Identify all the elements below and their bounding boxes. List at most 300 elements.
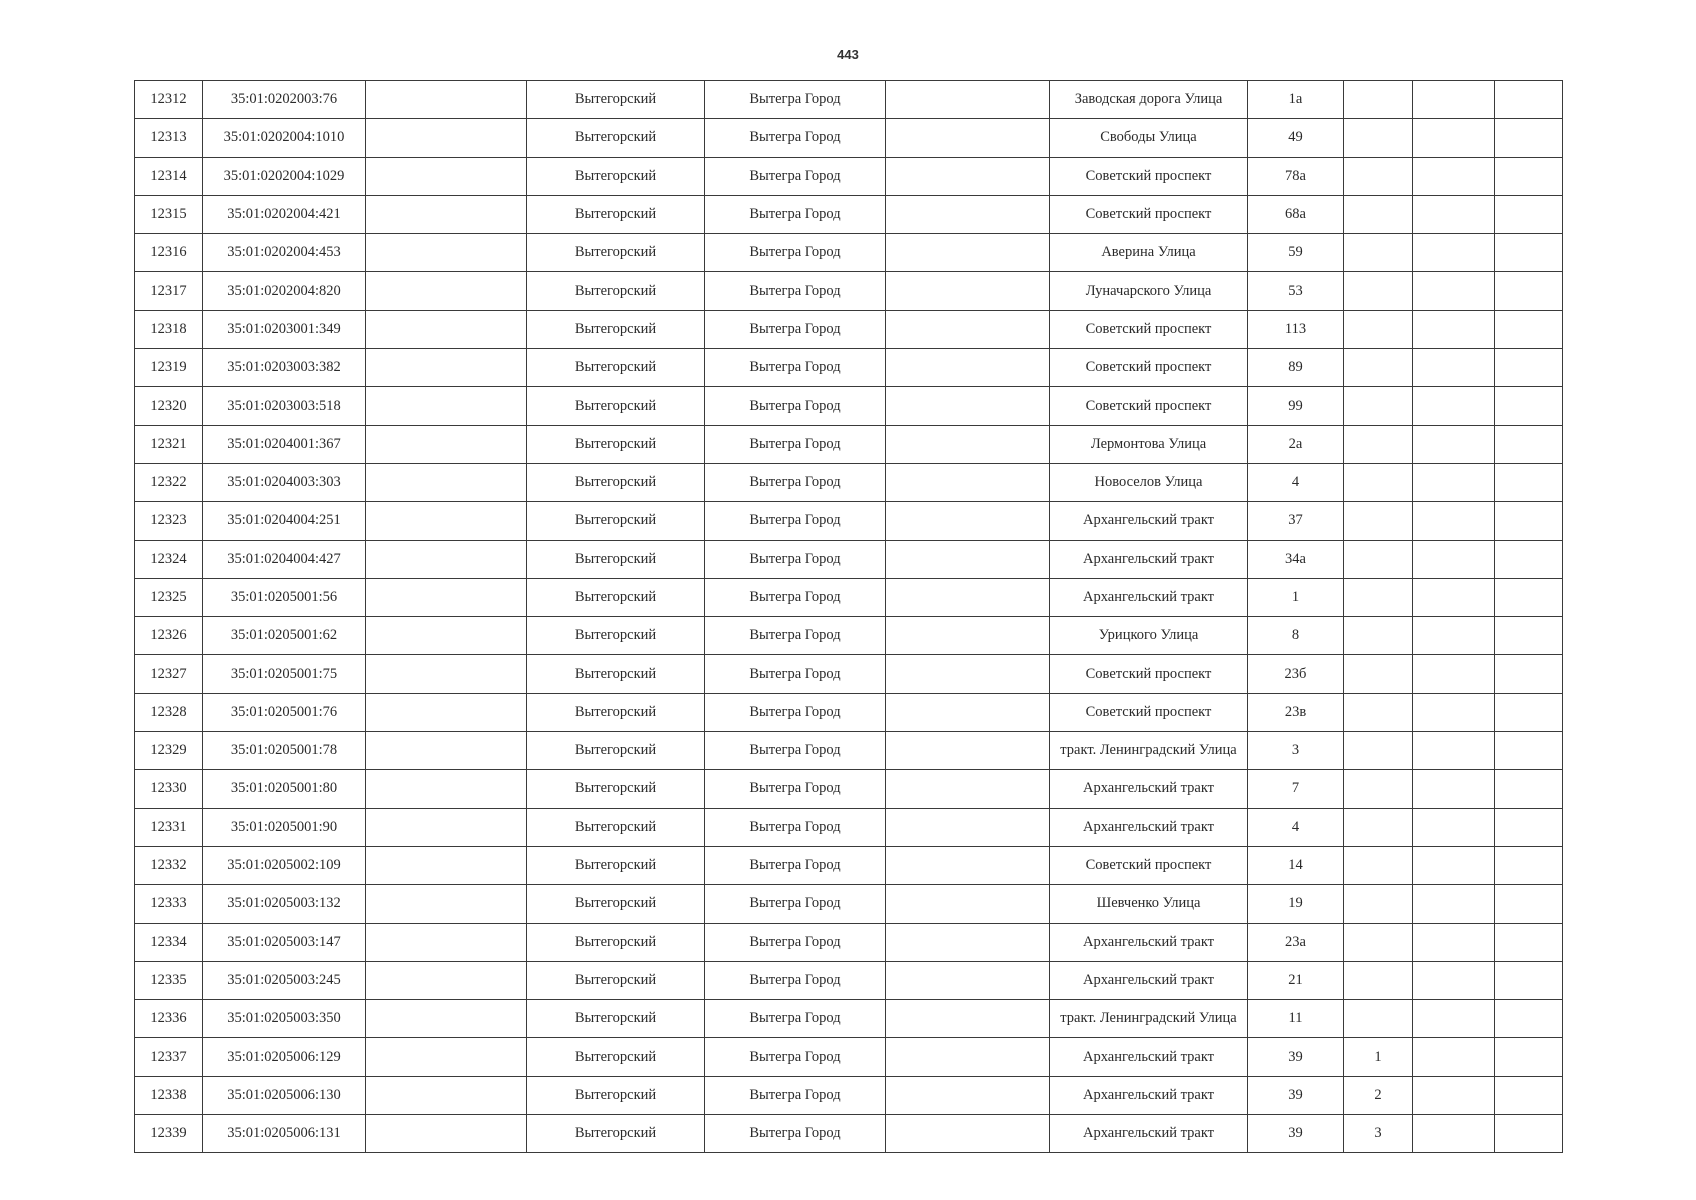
cadastral-number-cell: 35:01:0204001:367 xyxy=(203,425,366,463)
table-row xyxy=(135,119,1563,157)
district-cell: Вытегорский xyxy=(527,502,705,540)
house-number-cell: 1 xyxy=(1248,578,1344,616)
apartment-cell xyxy=(1344,234,1413,272)
apartment-cell xyxy=(1344,846,1413,884)
record-number-cell: 12327 xyxy=(135,655,203,693)
blank-cell-c xyxy=(1413,81,1495,119)
house-number-cell: 89 xyxy=(1248,349,1344,387)
district-cell: Вытегорский xyxy=(527,770,705,808)
district-cell: Вытегорский xyxy=(527,195,705,233)
table-row xyxy=(135,387,1563,425)
table-row xyxy=(135,655,1563,693)
record-number-cell: 12322 xyxy=(135,463,203,501)
record-number-cell: 12319 xyxy=(135,349,203,387)
blank-cell-a xyxy=(366,655,527,693)
record-number-cell: 12313 xyxy=(135,119,203,157)
blank-cell-b xyxy=(886,502,1050,540)
district-cell: Вытегорский xyxy=(527,885,705,923)
blank-cell-c xyxy=(1413,463,1495,501)
apartment-cell xyxy=(1344,349,1413,387)
cadastral-number-cell: 35:01:0205001:75 xyxy=(203,655,366,693)
blank-cell-d xyxy=(1495,81,1563,119)
blank-cell-d xyxy=(1495,961,1563,999)
house-number-cell: 8 xyxy=(1248,617,1344,655)
blank-cell-a xyxy=(366,234,527,272)
blank-cell-a xyxy=(366,349,527,387)
blank-cell-b xyxy=(886,540,1050,578)
house-number-cell: 113 xyxy=(1248,310,1344,348)
blank-cell-b xyxy=(886,463,1050,501)
blank-cell-c xyxy=(1413,425,1495,463)
cadastral-number-cell: 35:01:0205001:90 xyxy=(203,808,366,846)
district-cell: Вытегорский xyxy=(527,578,705,616)
cadastral-number-cell: 35:01:0204004:427 xyxy=(203,540,366,578)
house-number-cell: 39 xyxy=(1248,1038,1344,1076)
cadastral-number-cell: 35:01:0205003:245 xyxy=(203,961,366,999)
table-row xyxy=(135,157,1563,195)
blank-cell-a xyxy=(366,732,527,770)
blank-cell-d xyxy=(1495,387,1563,425)
street-cell: Архангельский тракт xyxy=(1050,808,1248,846)
table-row xyxy=(135,310,1563,348)
settlement-cell: Вытегра Город xyxy=(705,234,886,272)
district-cell: Вытегорский xyxy=(527,1115,705,1153)
record-number-cell: 12320 xyxy=(135,387,203,425)
blank-cell-d xyxy=(1495,157,1563,195)
street-cell: Шевченко Улица xyxy=(1050,885,1248,923)
street-cell: Архангельский тракт xyxy=(1050,502,1248,540)
cadastral-number-cell: 35:01:0202004:1029 xyxy=(203,157,366,195)
table-row xyxy=(135,808,1563,846)
blank-cell-d xyxy=(1495,885,1563,923)
district-cell: Вытегорский xyxy=(527,425,705,463)
settlement-cell: Вытегра Город xyxy=(705,119,886,157)
blank-cell-a xyxy=(366,808,527,846)
apartment-cell: 1 xyxy=(1344,1038,1413,1076)
street-cell: Лермонтова Улица xyxy=(1050,425,1248,463)
street-cell: Советский проспект xyxy=(1050,846,1248,884)
blank-cell-a xyxy=(366,272,527,310)
blank-cell-b xyxy=(886,770,1050,808)
blank-cell-c xyxy=(1413,540,1495,578)
blank-cell-c xyxy=(1413,1000,1495,1038)
table-row xyxy=(135,578,1563,616)
street-cell: Советский проспект xyxy=(1050,310,1248,348)
house-number-cell: 2а xyxy=(1248,425,1344,463)
blank-cell-d xyxy=(1495,425,1563,463)
blank-cell-a xyxy=(366,617,527,655)
cadastral-number-cell: 35:01:0205003:350 xyxy=(203,1000,366,1038)
register-table xyxy=(134,80,1563,1153)
apartment-cell xyxy=(1344,119,1413,157)
blank-cell-a xyxy=(366,693,527,731)
house-number-cell: 11 xyxy=(1248,1000,1344,1038)
street-cell: Архангельский тракт xyxy=(1050,923,1248,961)
record-number-cell: 12334 xyxy=(135,923,203,961)
blank-cell-c xyxy=(1413,195,1495,233)
blank-cell-c xyxy=(1413,617,1495,655)
blank-cell-d xyxy=(1495,1038,1563,1076)
district-cell: Вытегорский xyxy=(527,157,705,195)
house-number-cell: 14 xyxy=(1248,846,1344,884)
cadastral-number-cell: 35:01:0205001:80 xyxy=(203,770,366,808)
district-cell: Вытегорский xyxy=(527,540,705,578)
street-cell: Советский проспект xyxy=(1050,693,1248,731)
table-row xyxy=(135,425,1563,463)
blank-cell-a xyxy=(366,81,527,119)
blank-cell-a xyxy=(366,502,527,540)
apartment-cell xyxy=(1344,387,1413,425)
street-cell: Советский проспект xyxy=(1050,157,1248,195)
settlement-cell: Вытегра Город xyxy=(705,1115,886,1153)
table-row xyxy=(135,617,1563,655)
settlement-cell: Вытегра Город xyxy=(705,349,886,387)
blank-cell-d xyxy=(1495,502,1563,540)
record-number-cell: 12325 xyxy=(135,578,203,616)
record-number-cell: 12337 xyxy=(135,1038,203,1076)
blank-cell-a xyxy=(366,463,527,501)
record-number-cell: 12326 xyxy=(135,617,203,655)
apartment-cell xyxy=(1344,578,1413,616)
blank-cell-c xyxy=(1413,119,1495,157)
apartment-cell xyxy=(1344,1000,1413,1038)
blank-cell-c xyxy=(1413,1115,1495,1153)
apartment-cell xyxy=(1344,540,1413,578)
house-number-cell: 53 xyxy=(1248,272,1344,310)
settlement-cell: Вытегра Город xyxy=(705,1000,886,1038)
settlement-cell: Вытегра Город xyxy=(705,502,886,540)
blank-cell-c xyxy=(1413,846,1495,884)
house-number-cell: 49 xyxy=(1248,119,1344,157)
record-number-cell: 12338 xyxy=(135,1076,203,1114)
blank-cell-b xyxy=(886,234,1050,272)
apartment-cell xyxy=(1344,157,1413,195)
table-row xyxy=(135,846,1563,884)
apartment-cell xyxy=(1344,808,1413,846)
street-cell: Архангельский тракт xyxy=(1050,1115,1248,1153)
record-number-cell: 12324 xyxy=(135,540,203,578)
cadastral-number-cell: 35:01:0203001:349 xyxy=(203,310,366,348)
table-row xyxy=(135,1038,1563,1076)
street-cell: Архангельский тракт xyxy=(1050,1038,1248,1076)
district-cell: Вытегорский xyxy=(527,234,705,272)
settlement-cell: Вытегра Город xyxy=(705,195,886,233)
house-number-cell: 39 xyxy=(1248,1076,1344,1114)
record-number-cell: 12331 xyxy=(135,808,203,846)
blank-cell-d xyxy=(1495,808,1563,846)
district-cell: Вытегорский xyxy=(527,846,705,884)
settlement-cell: Вытегра Город xyxy=(705,425,886,463)
cadastral-number-cell: 35:01:0202004:421 xyxy=(203,195,366,233)
house-number-cell: 37 xyxy=(1248,502,1344,540)
house-number-cell: 4 xyxy=(1248,463,1344,501)
blank-cell-b xyxy=(886,808,1050,846)
apartment-cell xyxy=(1344,502,1413,540)
settlement-cell: Вытегра Город xyxy=(705,463,886,501)
settlement-cell: Вытегра Город xyxy=(705,693,886,731)
apartment-cell xyxy=(1344,425,1413,463)
blank-cell-a xyxy=(366,1000,527,1038)
cadastral-number-cell: 35:01:0204004:251 xyxy=(203,502,366,540)
cadastral-number-cell: 35:01:0202004:820 xyxy=(203,272,366,310)
blank-cell-b xyxy=(886,119,1050,157)
blank-cell-c xyxy=(1413,961,1495,999)
apartment-cell xyxy=(1344,272,1413,310)
table-row xyxy=(135,961,1563,999)
cadastral-number-cell: 35:01:0204003:303 xyxy=(203,463,366,501)
blank-cell-a xyxy=(366,846,527,884)
blank-cell-a xyxy=(366,387,527,425)
table-row xyxy=(135,770,1563,808)
blank-cell-c xyxy=(1413,770,1495,808)
house-number-cell: 78а xyxy=(1248,157,1344,195)
blank-cell-b xyxy=(886,195,1050,233)
apartment-cell xyxy=(1344,961,1413,999)
record-number-cell: 12336 xyxy=(135,1000,203,1038)
record-number-cell: 12323 xyxy=(135,502,203,540)
table-row xyxy=(135,272,1563,310)
settlement-cell: Вытегра Город xyxy=(705,387,886,425)
cadastral-number-cell: 35:01:0205003:132 xyxy=(203,885,366,923)
blank-cell-b xyxy=(886,310,1050,348)
blank-cell-c xyxy=(1413,923,1495,961)
settlement-cell: Вытегра Город xyxy=(705,885,886,923)
blank-cell-b xyxy=(886,81,1050,119)
street-cell: Советский проспект xyxy=(1050,387,1248,425)
street-cell: Советский проспект xyxy=(1050,349,1248,387)
record-number-cell: 12332 xyxy=(135,846,203,884)
table-row xyxy=(135,923,1563,961)
blank-cell-d xyxy=(1495,578,1563,616)
blank-cell-a xyxy=(366,1076,527,1114)
settlement-cell: Вытегра Город xyxy=(705,578,886,616)
district-cell: Вытегорский xyxy=(527,732,705,770)
street-cell: Советский проспект xyxy=(1050,655,1248,693)
cadastral-number-cell: 35:01:0205001:78 xyxy=(203,732,366,770)
record-number-cell: 12316 xyxy=(135,234,203,272)
street-cell: Аверина Улица xyxy=(1050,234,1248,272)
cadastral-number-cell: 35:01:0205006:129 xyxy=(203,1038,366,1076)
record-number-cell: 12318 xyxy=(135,310,203,348)
district-cell: Вытегорский xyxy=(527,81,705,119)
blank-cell-b xyxy=(886,349,1050,387)
house-number-cell: 3 xyxy=(1248,732,1344,770)
table-row xyxy=(135,463,1563,501)
blank-cell-d xyxy=(1495,119,1563,157)
blank-cell-b xyxy=(886,1000,1050,1038)
apartment-cell: 2 xyxy=(1344,1076,1413,1114)
record-number-cell: 12317 xyxy=(135,272,203,310)
cadastral-number-cell: 35:01:0205001:62 xyxy=(203,617,366,655)
blank-cell-a xyxy=(366,540,527,578)
house-number-cell: 19 xyxy=(1248,885,1344,923)
district-cell: Вытегорский xyxy=(527,655,705,693)
blank-cell-a xyxy=(366,578,527,616)
blank-cell-d xyxy=(1495,540,1563,578)
blank-cell-c xyxy=(1413,157,1495,195)
blank-cell-c xyxy=(1413,655,1495,693)
blank-cell-d xyxy=(1495,272,1563,310)
district-cell: Вытегорский xyxy=(527,349,705,387)
blank-cell-d xyxy=(1495,1115,1563,1153)
settlement-cell: Вытегра Город xyxy=(705,310,886,348)
cadastral-number-cell: 35:01:0202004:1010 xyxy=(203,119,366,157)
blank-cell-d xyxy=(1495,463,1563,501)
blank-cell-c xyxy=(1413,502,1495,540)
blank-cell-b xyxy=(886,272,1050,310)
blank-cell-b xyxy=(886,387,1050,425)
settlement-cell: Вытегра Город xyxy=(705,1076,886,1114)
apartment-cell xyxy=(1344,732,1413,770)
blank-cell-b xyxy=(886,1115,1050,1153)
blank-cell-c xyxy=(1413,387,1495,425)
street-cell: Заводская дорога Улица xyxy=(1050,81,1248,119)
settlement-cell: Вытегра Город xyxy=(705,770,886,808)
apartment-cell xyxy=(1344,770,1413,808)
street-cell: Луначарского Улица xyxy=(1050,272,1248,310)
house-number-cell: 99 xyxy=(1248,387,1344,425)
house-number-cell: 23в xyxy=(1248,693,1344,731)
blank-cell-b xyxy=(886,732,1050,770)
table-row xyxy=(135,502,1563,540)
cadastral-number-cell: 35:01:0205002:109 xyxy=(203,846,366,884)
street-cell: Архангельский тракт xyxy=(1050,578,1248,616)
apartment-cell xyxy=(1344,655,1413,693)
house-number-cell: 21 xyxy=(1248,961,1344,999)
record-number-cell: 12314 xyxy=(135,157,203,195)
cadastral-number-cell: 35:01:0203003:382 xyxy=(203,349,366,387)
table-row xyxy=(135,349,1563,387)
blank-cell-b xyxy=(886,923,1050,961)
blank-cell-c xyxy=(1413,693,1495,731)
blank-cell-b xyxy=(886,617,1050,655)
street-cell: тракт. Ленинградский Улица xyxy=(1050,1000,1248,1038)
apartment-cell xyxy=(1344,463,1413,501)
house-number-cell: 23б xyxy=(1248,655,1344,693)
blank-cell-a xyxy=(366,770,527,808)
district-cell: Вытегорский xyxy=(527,923,705,961)
street-cell: Архангельский тракт xyxy=(1050,770,1248,808)
house-number-cell: 59 xyxy=(1248,234,1344,272)
cadastral-number-cell: 35:01:0205006:131 xyxy=(203,1115,366,1153)
street-cell: Архангельский тракт xyxy=(1050,1076,1248,1114)
apartment-cell xyxy=(1344,923,1413,961)
district-cell: Вытегорский xyxy=(527,808,705,846)
settlement-cell: Вытегра Город xyxy=(705,846,886,884)
settlement-cell: Вытегра Город xyxy=(705,81,886,119)
blank-cell-d xyxy=(1495,655,1563,693)
cadastral-number-cell: 35:01:0203003:518 xyxy=(203,387,366,425)
apartment-cell xyxy=(1344,195,1413,233)
house-number-cell: 68а xyxy=(1248,195,1344,233)
blank-cell-b xyxy=(886,693,1050,731)
record-number-cell: 12333 xyxy=(135,885,203,923)
blank-cell-a xyxy=(366,310,527,348)
house-number-cell: 34а xyxy=(1248,540,1344,578)
blank-cell-c xyxy=(1413,272,1495,310)
street-cell: Новоселов Улица xyxy=(1050,463,1248,501)
district-cell: Вытегорский xyxy=(527,463,705,501)
district-cell: Вытегорский xyxy=(527,387,705,425)
page-number: 443 xyxy=(837,47,859,62)
table-row xyxy=(135,195,1563,233)
district-cell: Вытегорский xyxy=(527,617,705,655)
blank-cell-b xyxy=(886,157,1050,195)
blank-cell-c xyxy=(1413,349,1495,387)
blank-cell-c xyxy=(1413,808,1495,846)
house-number-cell: 1а xyxy=(1248,81,1344,119)
blank-cell-d xyxy=(1495,770,1563,808)
street-cell: Свободы Улица xyxy=(1050,119,1248,157)
blank-cell-a xyxy=(366,119,527,157)
blank-cell-c xyxy=(1413,234,1495,272)
district-cell: Вытегорский xyxy=(527,961,705,999)
blank-cell-c xyxy=(1413,1076,1495,1114)
district-cell: Вытегорский xyxy=(527,1076,705,1114)
district-cell: Вытегорский xyxy=(527,310,705,348)
table-row xyxy=(135,81,1563,119)
house-number-cell: 39 xyxy=(1248,1115,1344,1153)
district-cell: Вытегорский xyxy=(527,1000,705,1038)
record-number-cell: 12312 xyxy=(135,81,203,119)
street-cell: Архангельский тракт xyxy=(1050,540,1248,578)
house-number-cell: 23а xyxy=(1248,923,1344,961)
record-number-cell: 12330 xyxy=(135,770,203,808)
table-row xyxy=(135,693,1563,731)
blank-cell-b xyxy=(886,846,1050,884)
cadastral-number-cell: 35:01:0205001:56 xyxy=(203,578,366,616)
apartment-cell: 3 xyxy=(1344,1115,1413,1153)
house-number-cell: 7 xyxy=(1248,770,1344,808)
table-row xyxy=(135,1000,1563,1038)
cadastral-number-cell: 35:01:0202003:76 xyxy=(203,81,366,119)
apartment-cell xyxy=(1344,617,1413,655)
settlement-cell: Вытегра Город xyxy=(705,808,886,846)
blank-cell-c xyxy=(1413,578,1495,616)
table-row xyxy=(135,732,1563,770)
settlement-cell: Вытегра Город xyxy=(705,540,886,578)
blank-cell-d xyxy=(1495,349,1563,387)
street-cell: Урицкого Улица xyxy=(1050,617,1248,655)
blank-cell-a xyxy=(366,157,527,195)
district-cell: Вытегорский xyxy=(527,272,705,310)
blank-cell-d xyxy=(1495,923,1563,961)
street-cell: Советский проспект xyxy=(1050,195,1248,233)
table-row xyxy=(135,885,1563,923)
blank-cell-a xyxy=(366,1115,527,1153)
district-cell: Вытегорский xyxy=(527,693,705,731)
blank-cell-a xyxy=(366,961,527,999)
blank-cell-d xyxy=(1495,846,1563,884)
blank-cell-c xyxy=(1413,1038,1495,1076)
cadastral-number-cell: 35:01:0205006:130 xyxy=(203,1076,366,1114)
street-cell: тракт. Ленинградский Улица xyxy=(1050,732,1248,770)
cadastral-number-cell: 35:01:0205001:76 xyxy=(203,693,366,731)
apartment-cell xyxy=(1344,885,1413,923)
blank-cell-b xyxy=(886,578,1050,616)
record-number-cell: 12329 xyxy=(135,732,203,770)
blank-cell-d xyxy=(1495,1000,1563,1038)
blank-cell-c xyxy=(1413,732,1495,770)
district-cell: Вытегорский xyxy=(527,1038,705,1076)
table-row xyxy=(135,1115,1563,1153)
blank-cell-b xyxy=(886,425,1050,463)
street-cell: Архангельский тракт xyxy=(1050,961,1248,999)
blank-cell-b xyxy=(886,885,1050,923)
house-number-cell: 4 xyxy=(1248,808,1344,846)
settlement-cell: Вытегра Город xyxy=(705,617,886,655)
blank-cell-b xyxy=(886,961,1050,999)
